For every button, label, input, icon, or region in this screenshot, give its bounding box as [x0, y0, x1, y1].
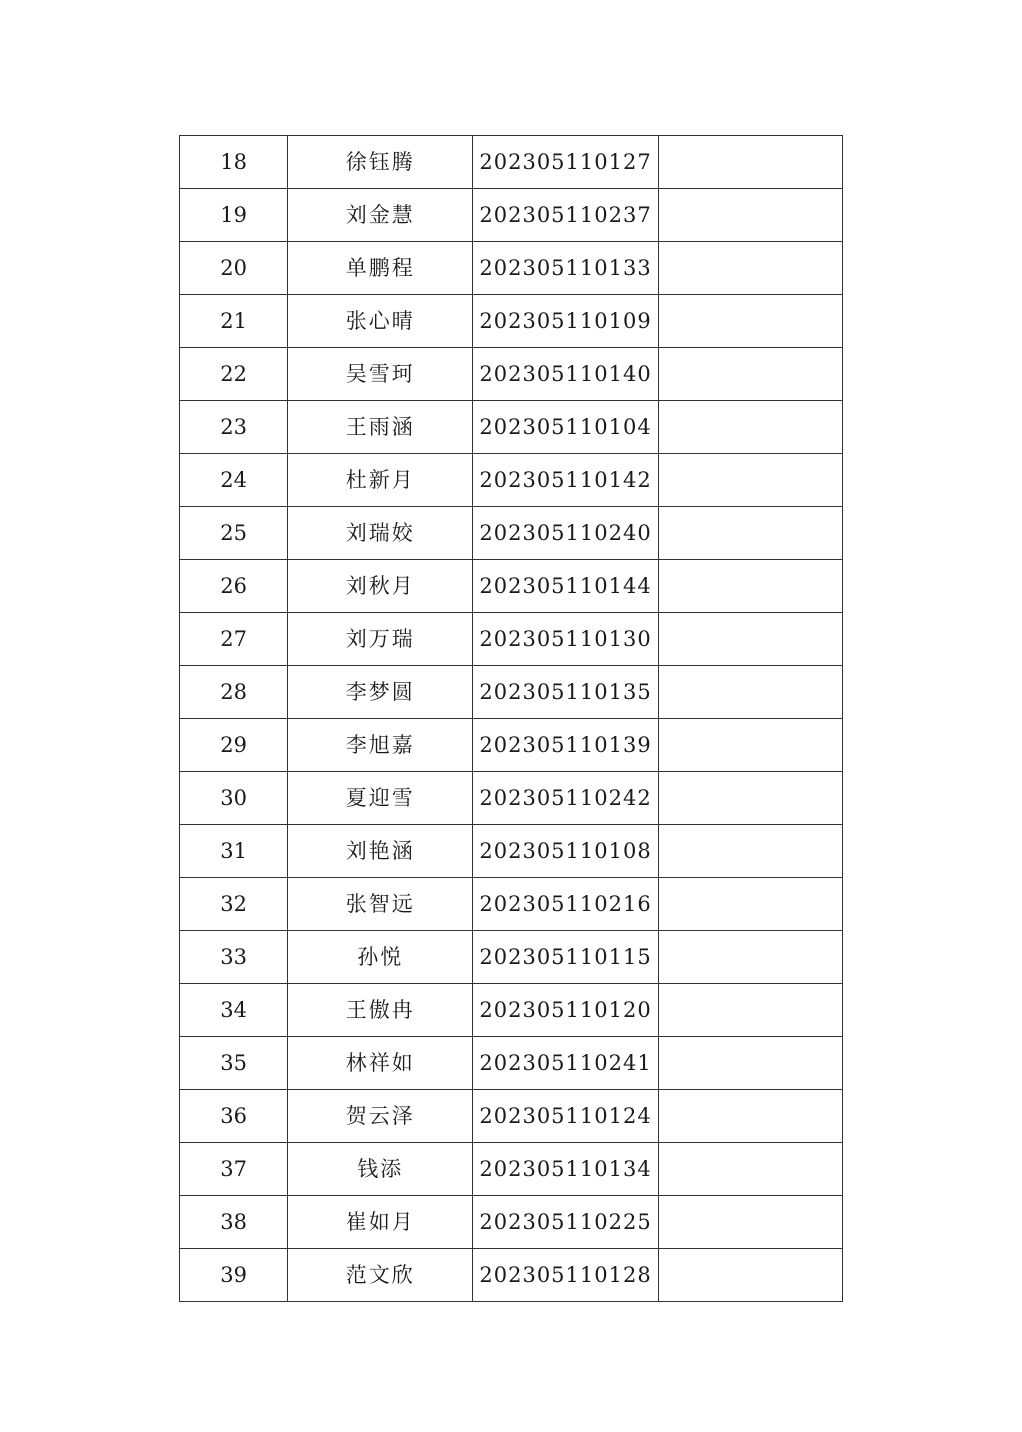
row-number-cell: 20: [180, 242, 288, 295]
student-id-cell: 202305110104: [473, 401, 658, 454]
remarks-cell: [658, 136, 842, 189]
student-name-cell: 贺云泽: [288, 1090, 473, 1143]
student-id-cell: 202305110225: [473, 1196, 658, 1249]
remarks-cell: [658, 1037, 842, 1090]
table-row: [180, 348, 843, 401]
row-number-cell: 26: [180, 560, 288, 613]
student-id-cell: 202305110216: [473, 878, 658, 931]
table-row: [180, 825, 843, 878]
table-row: [180, 613, 843, 666]
student-name-cell: 吴雪珂: [288, 348, 473, 401]
student-id-cell: 202305110127: [473, 136, 658, 189]
student-name-cell: 刘秋月: [288, 560, 473, 613]
student-id-cell: 202305110133: [473, 242, 658, 295]
student-name-cell: 李旭嘉: [288, 719, 473, 772]
student-id-cell: 202305110120: [473, 984, 658, 1037]
student-id-cell: 202305110134: [473, 1143, 658, 1196]
remarks-cell: [658, 401, 842, 454]
table-row: [180, 931, 843, 984]
student-name-cell: 孙悦: [288, 931, 473, 984]
student-name-cell: 杜新月: [288, 454, 473, 507]
row-number-cell: 18: [180, 136, 288, 189]
student-id-cell: 202305110140: [473, 348, 658, 401]
remarks-cell: [658, 1249, 842, 1302]
remarks-cell: [658, 348, 842, 401]
remarks-cell: [658, 1090, 842, 1143]
row-number-cell: 21: [180, 295, 288, 348]
student-name-cell: 徐钰腾: [288, 136, 473, 189]
student-name-cell: 张心晴: [288, 295, 473, 348]
table-row: [180, 1249, 843, 1302]
remarks-cell: [658, 1143, 842, 1196]
table-row: [180, 242, 843, 295]
remarks-cell: [658, 613, 842, 666]
remarks-cell: [658, 878, 842, 931]
table-row: [180, 560, 843, 613]
student-name-cell: 单鹏程: [288, 242, 473, 295]
row-number-cell: 25: [180, 507, 288, 560]
row-number-cell: 35: [180, 1037, 288, 1090]
remarks-cell: [658, 931, 842, 984]
table-row: [180, 1196, 843, 1249]
student-name-cell: 林祥如: [288, 1037, 473, 1090]
student-id-cell: 202305110242: [473, 772, 658, 825]
row-number-cell: 30: [180, 772, 288, 825]
student-id-cell: 202305110108: [473, 825, 658, 878]
row-number-cell: 28: [180, 666, 288, 719]
row-number-cell: 34: [180, 984, 288, 1037]
row-number-cell: 39: [180, 1249, 288, 1302]
row-number-cell: 33: [180, 931, 288, 984]
student-name-cell: 刘金慧: [288, 189, 473, 242]
student-id-cell: 202305110139: [473, 719, 658, 772]
student-name-cell: 王雨涵: [288, 401, 473, 454]
student-name-cell: 崔如月: [288, 1196, 473, 1249]
remarks-cell: [658, 189, 842, 242]
remarks-cell: [658, 295, 842, 348]
student-roster-table: [179, 135, 843, 1302]
remarks-cell: [658, 560, 842, 613]
student-id-cell: 202305110144: [473, 560, 658, 613]
student-name-cell: 夏迎雪: [288, 772, 473, 825]
row-number-cell: 38: [180, 1196, 288, 1249]
table-row: [180, 772, 843, 825]
student-name-cell: 张智远: [288, 878, 473, 931]
table-row: [180, 1090, 843, 1143]
table-row: [180, 507, 843, 560]
student-id-cell: 202305110115: [473, 931, 658, 984]
remarks-cell: [658, 507, 842, 560]
student-id-cell: 202305110240: [473, 507, 658, 560]
row-number-cell: 31: [180, 825, 288, 878]
table-row: [180, 189, 843, 242]
row-number-cell: 23: [180, 401, 288, 454]
student-id-cell: 202305110109: [473, 295, 658, 348]
table-row: [180, 984, 843, 1037]
table-row: [180, 719, 843, 772]
student-name-cell: 刘艳涵: [288, 825, 473, 878]
row-number-cell: 32: [180, 878, 288, 931]
row-number-cell: 36: [180, 1090, 288, 1143]
row-number-cell: 24: [180, 454, 288, 507]
student-id-cell: 202305110142: [473, 454, 658, 507]
student-id-cell: 202305110130: [473, 613, 658, 666]
row-number-cell: 22: [180, 348, 288, 401]
remarks-cell: [658, 1196, 842, 1249]
student-name-cell: 钱添: [288, 1143, 473, 1196]
student-name-cell: 刘瑞姣: [288, 507, 473, 560]
student-name-cell: 范文欣: [288, 1249, 473, 1302]
table-row: [180, 401, 843, 454]
student-name-cell: 王傲冉: [288, 984, 473, 1037]
remarks-cell: [658, 454, 842, 507]
row-number-cell: 29: [180, 719, 288, 772]
table-row: [180, 666, 843, 719]
student-id-cell: 202305110237: [473, 189, 658, 242]
row-number-cell: 19: [180, 189, 288, 242]
table-row: [180, 1037, 843, 1090]
table-row: [180, 454, 843, 507]
roster-table-body: [180, 136, 843, 1302]
student-name-cell: 李梦圆: [288, 666, 473, 719]
student-id-cell: 202305110124: [473, 1090, 658, 1143]
remarks-cell: [658, 719, 842, 772]
table-row: [180, 878, 843, 931]
remarks-cell: [658, 242, 842, 295]
remarks-cell: [658, 666, 842, 719]
student-id-cell: 202305110128: [473, 1249, 658, 1302]
table-row: [180, 295, 843, 348]
remarks-cell: [658, 984, 842, 1037]
row-number-cell: 37: [180, 1143, 288, 1196]
table-row: [180, 136, 843, 189]
remarks-cell: [658, 772, 842, 825]
student-id-cell: 202305110241: [473, 1037, 658, 1090]
student-name-cell: 刘万瑞: [288, 613, 473, 666]
student-id-cell: 202305110135: [473, 666, 658, 719]
row-number-cell: 27: [180, 613, 288, 666]
remarks-cell: [658, 825, 842, 878]
table-row: [180, 1143, 843, 1196]
